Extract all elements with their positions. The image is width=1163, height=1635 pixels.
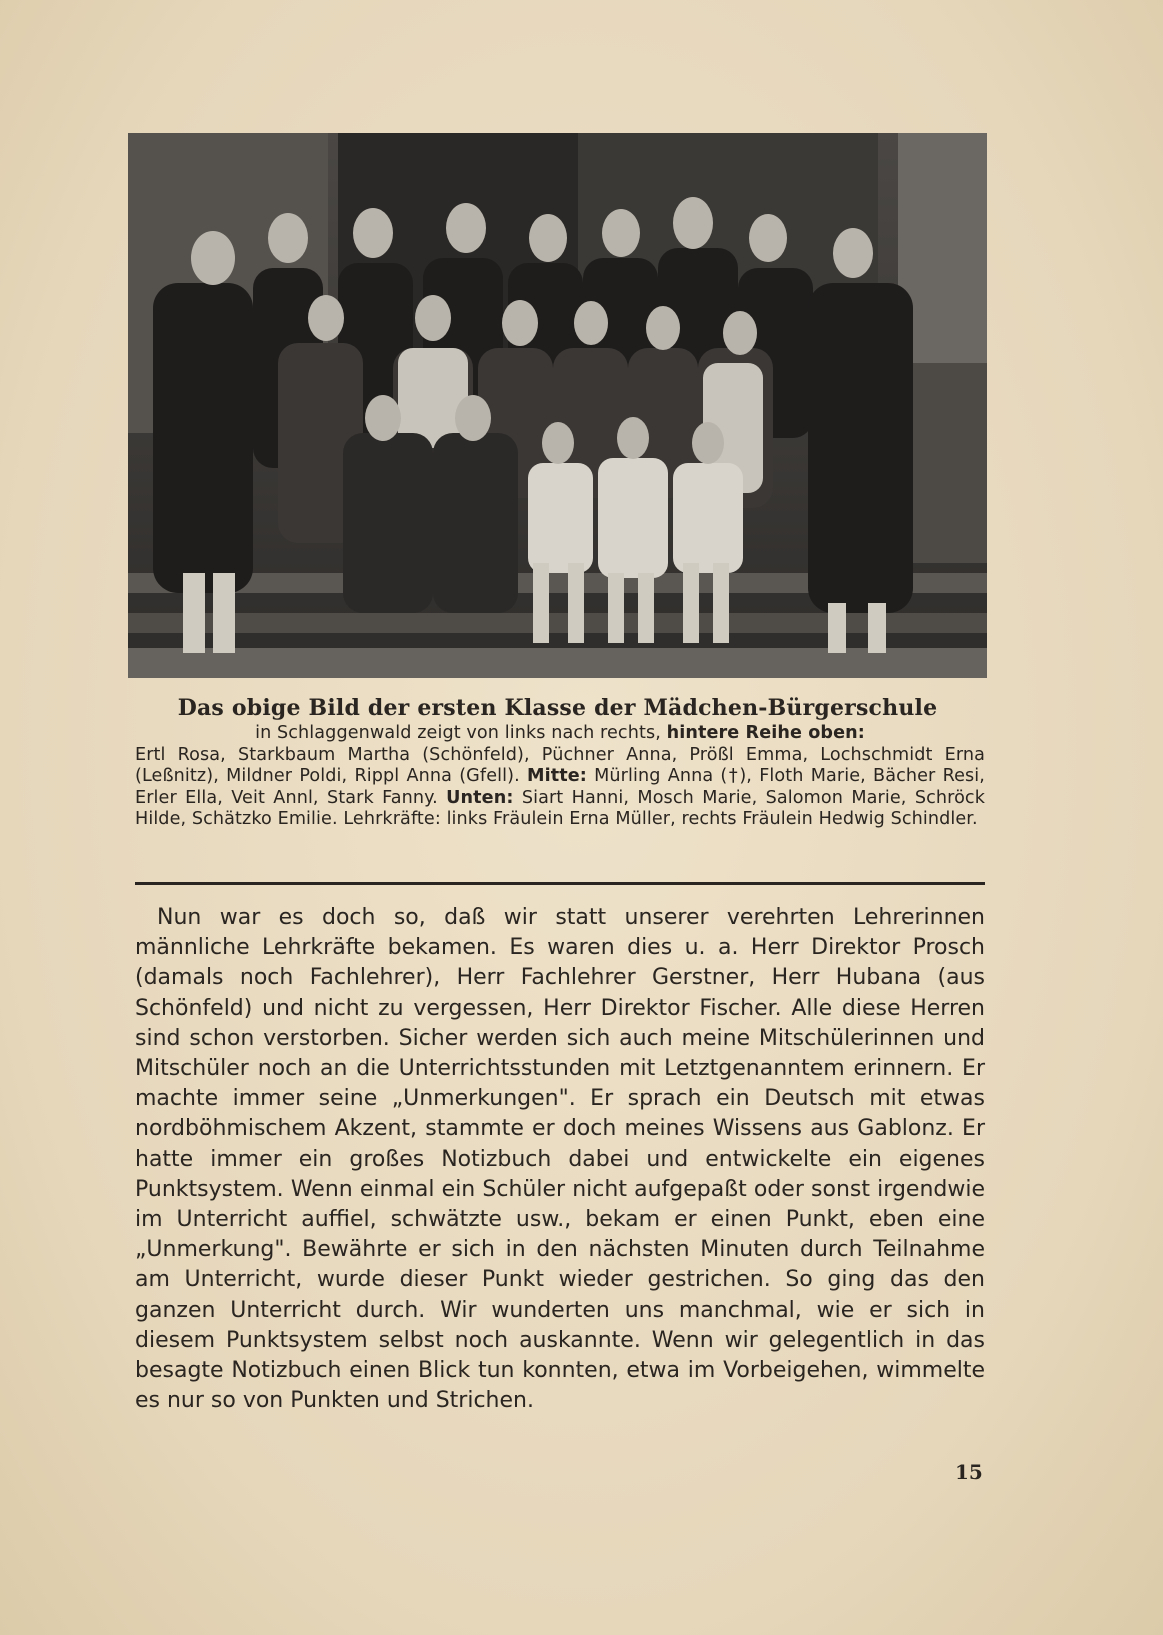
caption-label-bottom-row: Unten:	[446, 787, 514, 808]
section-divider	[135, 882, 985, 885]
caption-middle-row-names: Mürling Anna (†), Floth Marie, Bächer Resi, Erler Ella, Veit Annl, Stark Fanny.	[135, 766, 985, 808]
class-group-photo	[128, 133, 987, 678]
body-paragraph: Nun war es doch so, daß wir statt unserer verehrten Lehrerinnen männliche Lehrkräfte bekamen. Es waren dies u. a. Herr Direktor Prosch (damals noch Fachlehrer), Herr Fachlehrer Gerstner, Herr Hubana (aus Schönfeld) und nicht zu vergessen, Herr Direktor Fischer. Alle diese Herren sind schon verstorben. Sicher werden sich auch meine Mitschülerinnen und Mitschüler noch an die Unterrichtsstunden mit Letztgenanntem erinnern. Er machte immer seine „Unmerkungen". Er sprach ein Deutsch mit etwas nordböhmischem Akzent, stammte er doch meines Wissens aus Gablonz. Er hatte immer ein großes Notizbuch dabei und entwickelte ein eigenes Punktsystem. Wenn einmal ein Schüler nicht aufgepaßt oder sonst irgendwie im Unterricht auffiel, schwätzte usw., bekam er einen Punkt, eben eine „Unmerkung". Bewährte er sich in den nächsten Minuten durch Teilnahme am Unterricht, wurde dieser Punkt wieder gestrichen. So ging das den ganzen Unterricht durch. Wir wunderten uns manchmal, wie er sich in diesem Punktsystem selbst noch auskannte. Wenn wir gelegentlich in das besagte Notizbuch einen Blick tun konnten, etwa im Vorbeigehen, wimmelte es nur so von Punkten und Strichen.	[135, 905, 985, 1414]
caption-intro: in Schlaggenwald zeigt von links nach rechts,	[255, 723, 667, 743]
caption-back-row-names: Ertl Rosa, Starkbaum Martha (Schönfeld), Püchner Anna, Prößl Emma, Lochschmidt Erna (Leßnitz), Mildner Poldi, Rippl Anna (Gfell).	[135, 744, 985, 787]
caption-body	[135, 723, 985, 831]
caption-label-back-row: hintere Reihe oben:	[666, 723, 865, 743]
caption-label-middle-row: Mitte:	[526, 766, 587, 787]
page-number: 15	[955, 1460, 983, 1484]
caption-title: Das obige Bild der ersten Klasse der Mädchen-Bürgerschule	[177, 695, 938, 721]
caption-bottom-row-names: Siart Hanni, Mosch Marie, Salomon Marie, Schröck Hilde, Schätzko Emilie. Lehrkräfte: links Fräulein Erna Müller, rechts Fräulein Hedwig Schindler.	[135, 787, 985, 830]
